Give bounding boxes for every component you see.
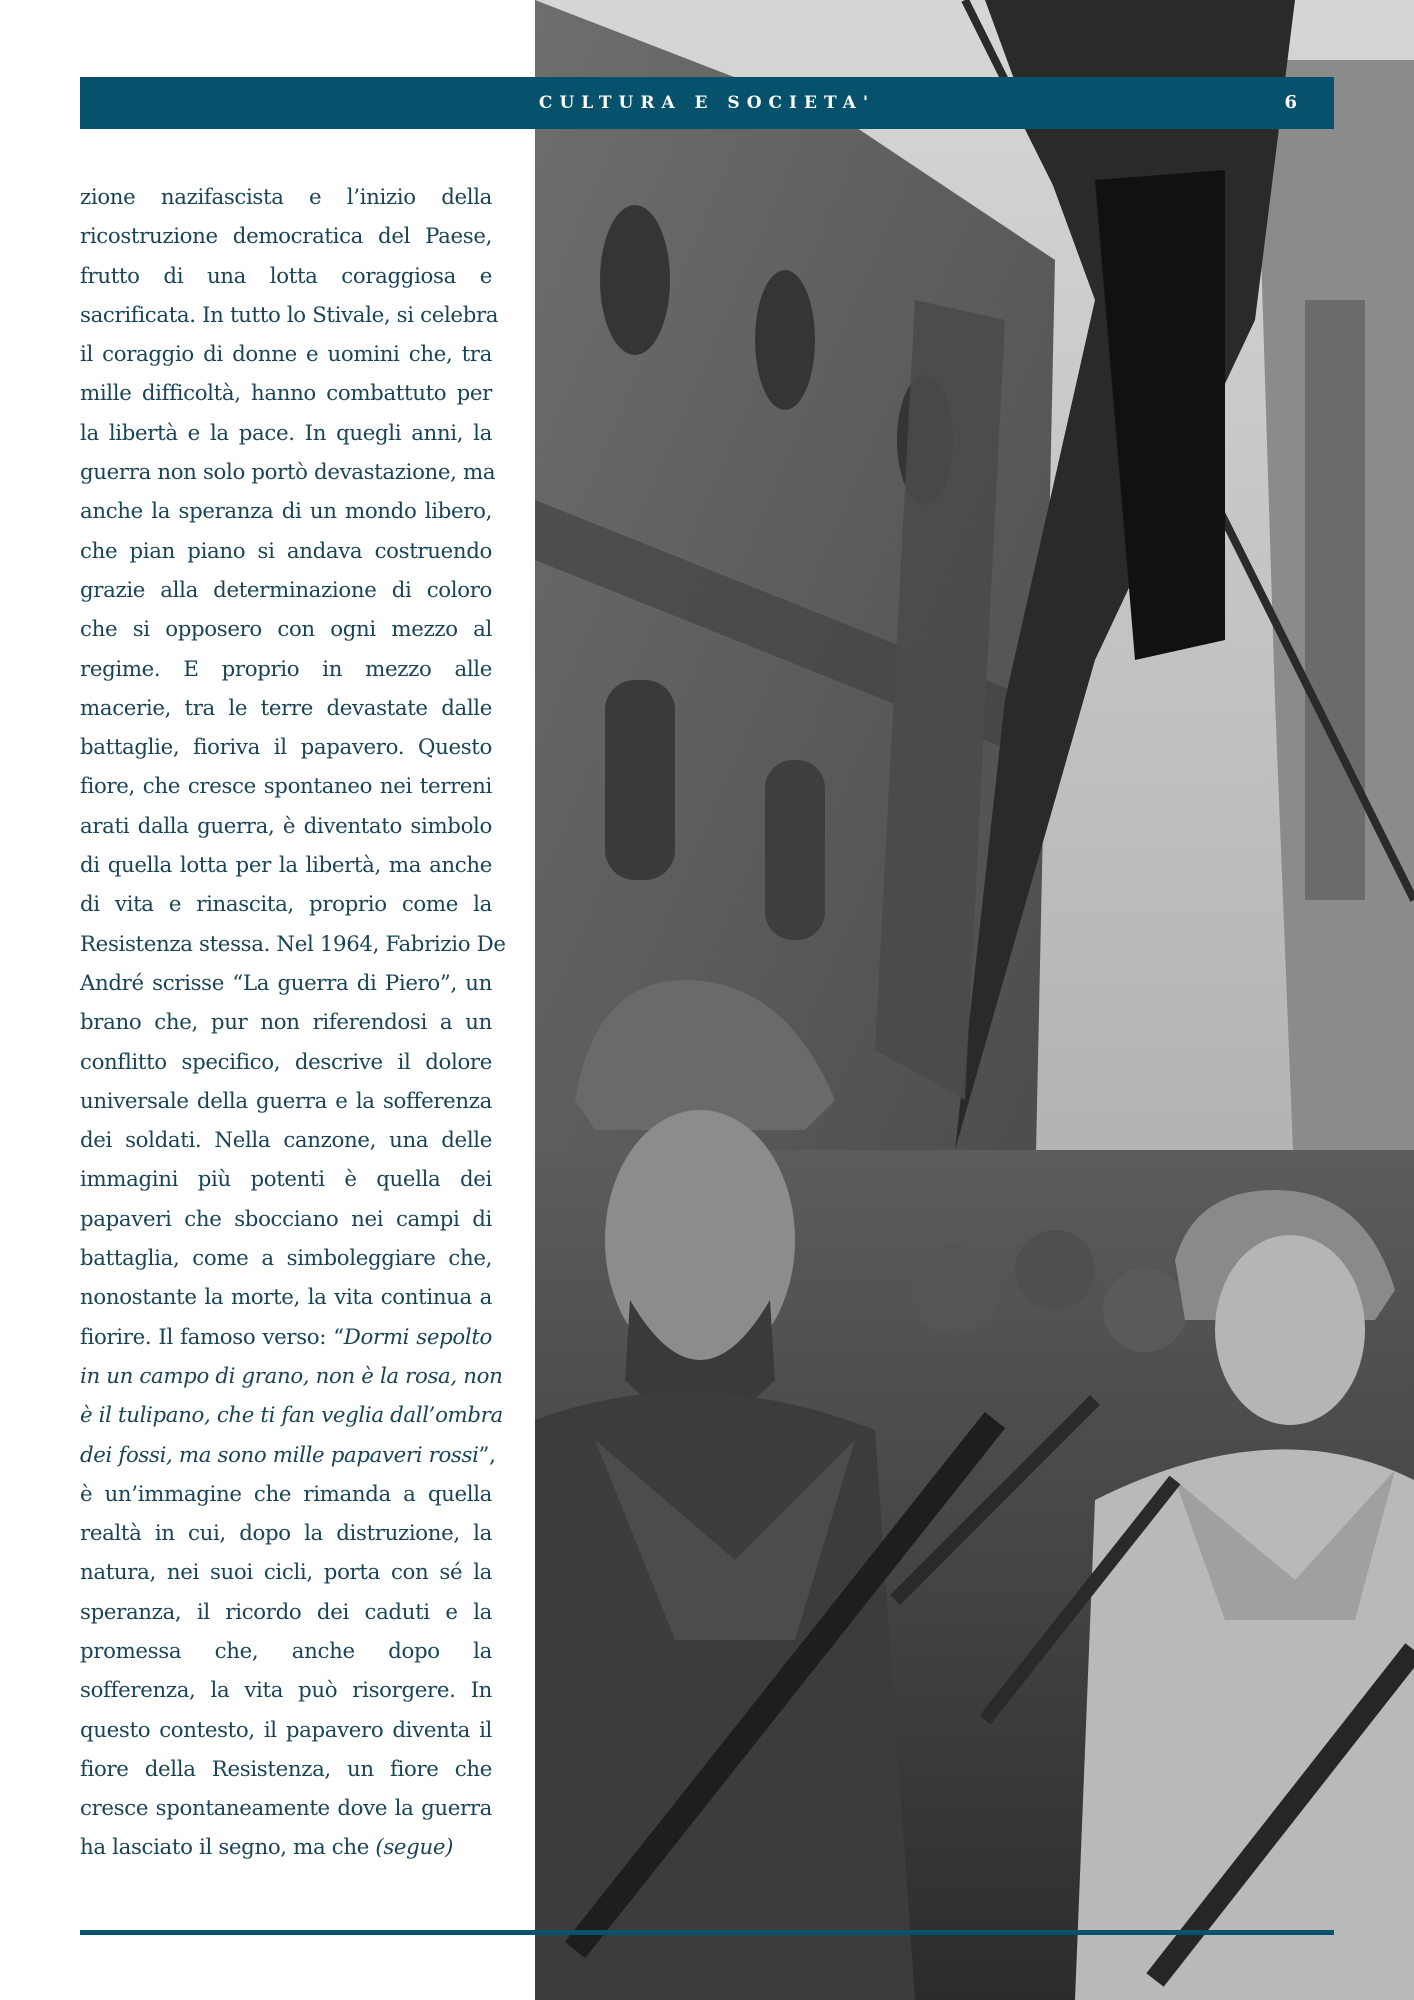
text-line: battaglia, come a simboleggiare che,	[80, 1246, 492, 1272]
text-line: battaglie, fioriva il papavero. Questo	[80, 735, 492, 761]
text-line: arati dalla guerra, è diventato simbolo	[80, 813, 492, 839]
quote-close: ”,	[478, 1442, 496, 1468]
section-title: CULTURA E SOCIETA'	[538, 93, 876, 113]
text-line: che si opposero con ogni mezzo al	[80, 617, 492, 643]
text-line: la libertà e la pace. In quegli anni, la	[80, 420, 492, 446]
text-line: sacrificata. In tutto lo Stivale, si celebra	[80, 302, 499, 328]
song-quote: è il tulipano, che ti fan veglia dall’ombra	[80, 1403, 503, 1429]
text-line: fiore della Resistenza, un fiore che	[80, 1756, 492, 1782]
text-line: Resistenza stessa. Nel 1964, Fabrizio De	[80, 931, 506, 957]
text-line: fiorire. Il famoso verso: “	[80, 1324, 344, 1350]
song-quote: Dormi sepolto	[343, 1324, 493, 1350]
text-line-with-quote	[80, 1318, 492, 1357]
text-line: ha lasciato il segno, ma che	[80, 1835, 369, 1861]
text-line: anche la speranza di un mondo libero,	[80, 499, 492, 525]
text-line: zione nazifascista e l’inizio della	[80, 185, 492, 210]
song-quote: dei fossi, ma sono mille papaveri rossi	[80, 1442, 479, 1468]
song-quote-line	[80, 1436, 496, 1475]
text-line: dei soldati. Nella canzone, una delle	[80, 1128, 492, 1154]
text-line: questo contesto, il papavero diventa il	[80, 1717, 492, 1743]
text-line: di quella lotta per la libertà, ma anche	[80, 853, 492, 879]
text-line: cresce spontaneamente dove la guerra	[80, 1796, 492, 1822]
partisans-photo	[535, 0, 1414, 2000]
text-line: universale della guerra e la sofferenza	[80, 1088, 492, 1114]
song-quote-line	[80, 1357, 503, 1396]
page-number: 6	[1284, 92, 1297, 113]
continues-note: (segue)	[375, 1835, 454, 1861]
text-line: speranza, il ricordo dei caduti e la	[80, 1599, 492, 1625]
text-line: promessa che, anche dopo la	[80, 1638, 492, 1664]
text-line: brano che, pur non riferendosi a un	[80, 1010, 492, 1036]
text-line: frutto di una lotta coraggiosa e	[80, 263, 492, 289]
text-line: conflitto specifico, descrive il dolore	[80, 1049, 492, 1075]
text-line: natura, nei suoi cicli, porta con sé la	[80, 1560, 492, 1586]
song-quote: in un campo di grano, non è la rosa, non	[80, 1363, 503, 1389]
text-line-final	[80, 1828, 492, 1867]
section-header-bar	[80, 77, 1334, 129]
text-line: grazie alla determinazione di coloro	[80, 577, 492, 603]
text-line: guerra non solo portò devastazione, ma	[80, 460, 496, 486]
text-line: nonostante la morte, la vita continua a	[80, 1285, 492, 1311]
text-line: mille difficoltà, hanno combattuto per	[80, 381, 492, 407]
text-line: realtà in cui, dopo la distruzione, la	[80, 1521, 492, 1547]
text-line: il coraggio di donne e uomini che, tra	[80, 342, 492, 368]
song-quote-line	[80, 1396, 503, 1435]
text-line: papaveri che sbocciano nei campi di	[80, 1206, 492, 1232]
text-line: fiore, che cresce spontaneo nei terreni	[80, 774, 492, 800]
text-line: che pian piano si andava costruendo	[80, 538, 492, 564]
article-body	[80, 178, 506, 1868]
text-line: è un’immagine che rimanda a quella	[80, 1481, 492, 1507]
text-line: macerie, tra le terre devastate dalle	[80, 695, 492, 721]
text-line: sofferenza, la vita può risorgere. In	[80, 1678, 492, 1704]
text-line: ricostruzione democratica del Paese,	[80, 224, 492, 250]
text-line: André scrisse “La guerra di Piero”, un	[80, 970, 492, 996]
text-line: di vita e rinascita, proprio come la	[80, 892, 492, 918]
article-paragraph	[80, 178, 506, 1868]
text-line: regime. E proprio in mezzo alle	[80, 656, 492, 682]
text-line: immagini più potenti è quella dei	[80, 1167, 492, 1193]
footer-rule	[80, 1930, 1334, 1935]
